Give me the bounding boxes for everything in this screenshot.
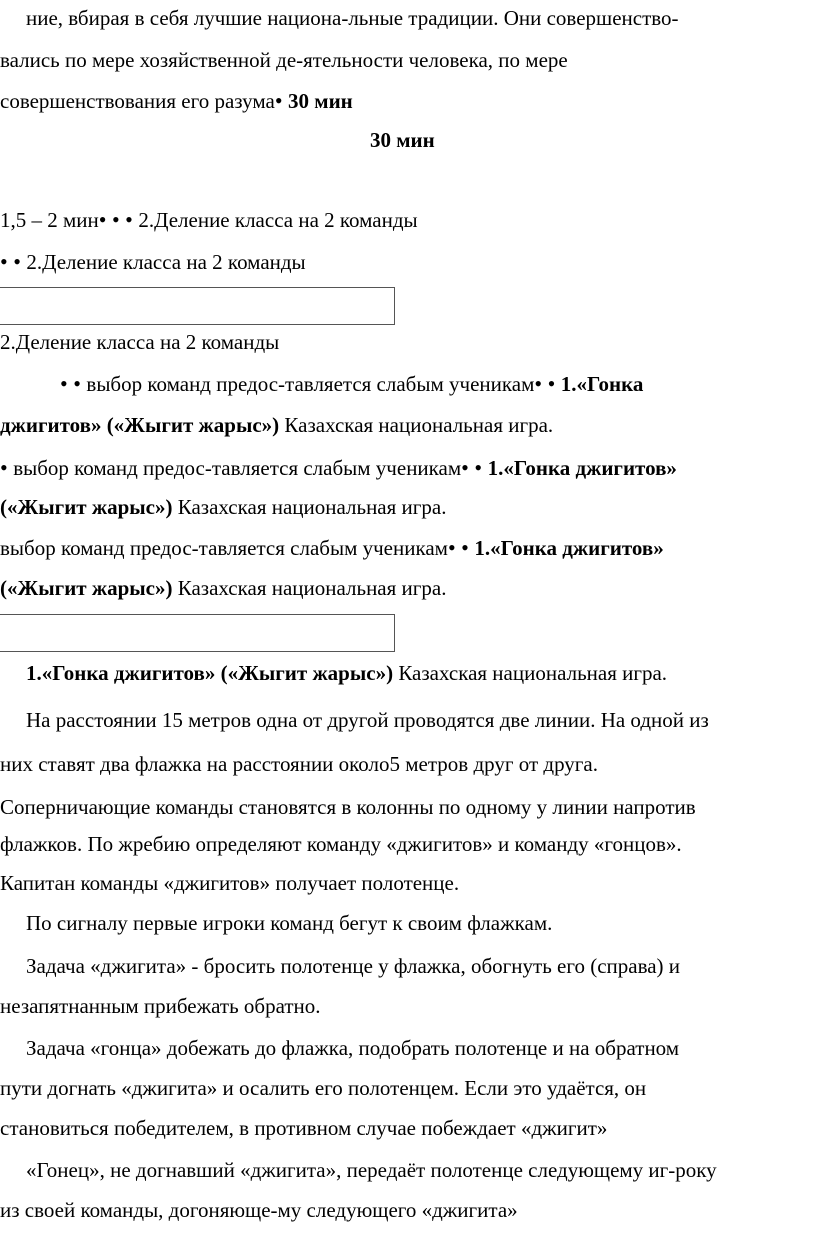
game-title: джигитов» («Жыгит жарыс») (0, 413, 280, 437)
text-line (0, 455, 677, 481)
body-line: Задача «джигита» - бросить полотенце у флажка, обогнуть его (справа) и (26, 954, 681, 978)
text-line (0, 88, 353, 114)
game-title: («Жыгит жарыс») (0, 495, 173, 519)
bullet-icon: • (0, 455, 14, 480)
text-line: ние, вбирая в себя лучшие национа-льные традиции. Они совершенство- (26, 6, 679, 30)
text-span: Казахская национальная игра. (279, 413, 554, 437)
body-line: из своей команды, догоняюще-му следующего «джигита» (0, 1198, 518, 1222)
text-line (60, 371, 643, 397)
text-line (0, 207, 418, 233)
text-span: Казахская национальная игра. (172, 576, 447, 600)
bullet-icon: • • (0, 249, 27, 274)
game-title: («Жыгит жарыс») (0, 576, 173, 600)
text-line: вались по мере хозяйственной де-ятельности человека, по мере (0, 48, 568, 72)
text-span: совершенствования его разума (0, 89, 275, 113)
bullet-icon: • • (461, 455, 488, 480)
bullet-icon: • (274, 88, 289, 113)
text-line (0, 249, 306, 275)
text-line (26, 661, 667, 686)
body-line: Задача «гонца» добежать до флажка, подобрать полотенце и на обратном (26, 1036, 680, 1060)
empty-table-cell (0, 287, 395, 325)
body-line: пути догнать «джигита» и осалить его полотенцем. Если это удаётся, он (0, 1076, 647, 1100)
duration-label: 1,5 – 2 мин (0, 208, 99, 232)
body-line: них ставят два флажка на расстоянии около5 метров друг от друга. (0, 752, 598, 776)
text-line (0, 495, 446, 520)
bullet-icon: • • (60, 371, 87, 396)
text-span: Казахская национальная игра. (172, 495, 447, 519)
body-line: По сигналу первые игроки команд бегут к своим флажкам. (26, 911, 553, 935)
bullet-icon: • • • (98, 207, 139, 232)
bullet-icon: • • (447, 535, 475, 560)
game-title: 1.«Гонка джигитов» («Жыгит жарыс») (26, 661, 394, 685)
body-line: Капитан команды «джигитов» получает полотенце. (0, 871, 460, 895)
body-line: флажков. По жребию определяют команду «джигитов» и команду «гонцов». (0, 832, 682, 856)
duration-heading: 30 мин (370, 128, 435, 152)
body-line: становиться победителем, в противном случае побеждает «джигит» (0, 1116, 608, 1140)
body-line: незапятнанным прибежать обратно. (0, 994, 321, 1018)
game-title: 1.«Гонка джигитов» (487, 456, 677, 480)
body-line: Соперничающие команды становятся в колонны по одному у линии напротив (0, 795, 696, 819)
duration-label: 30 мин (288, 89, 353, 113)
text-span: выбор команд предос-тавляется слабым ученикам (0, 536, 448, 560)
empty-table-cell (0, 614, 395, 652)
text-span: выбор команд предос-тавляется слабым ученикам (86, 372, 535, 396)
bullet-icon: • • (534, 371, 561, 396)
text-span: выбор команд предос-тавляется слабым ученикам (13, 456, 462, 480)
body-line: «Гонец», не догнавший «джигита», передаёт полотенце следующему иг-року (26, 1158, 717, 1182)
text-span: Казахская национальная игра. (393, 661, 668, 685)
game-title: 1.«Гонка джигитов» (474, 536, 664, 560)
text-line: 2.Деление класса на 2 команды (0, 330, 280, 354)
body-line: На расстоянии 15 метров одна от другой проводятся две линии. На одной из (26, 708, 709, 732)
text-span: 2.Деление класса на 2 команды (138, 208, 418, 232)
text-line (0, 535, 664, 561)
text-line (0, 413, 553, 438)
text-span: 2.Деление класса на 2 команды (26, 250, 306, 274)
text-line (0, 576, 446, 601)
game-title: 1.«Гонка (560, 372, 644, 396)
